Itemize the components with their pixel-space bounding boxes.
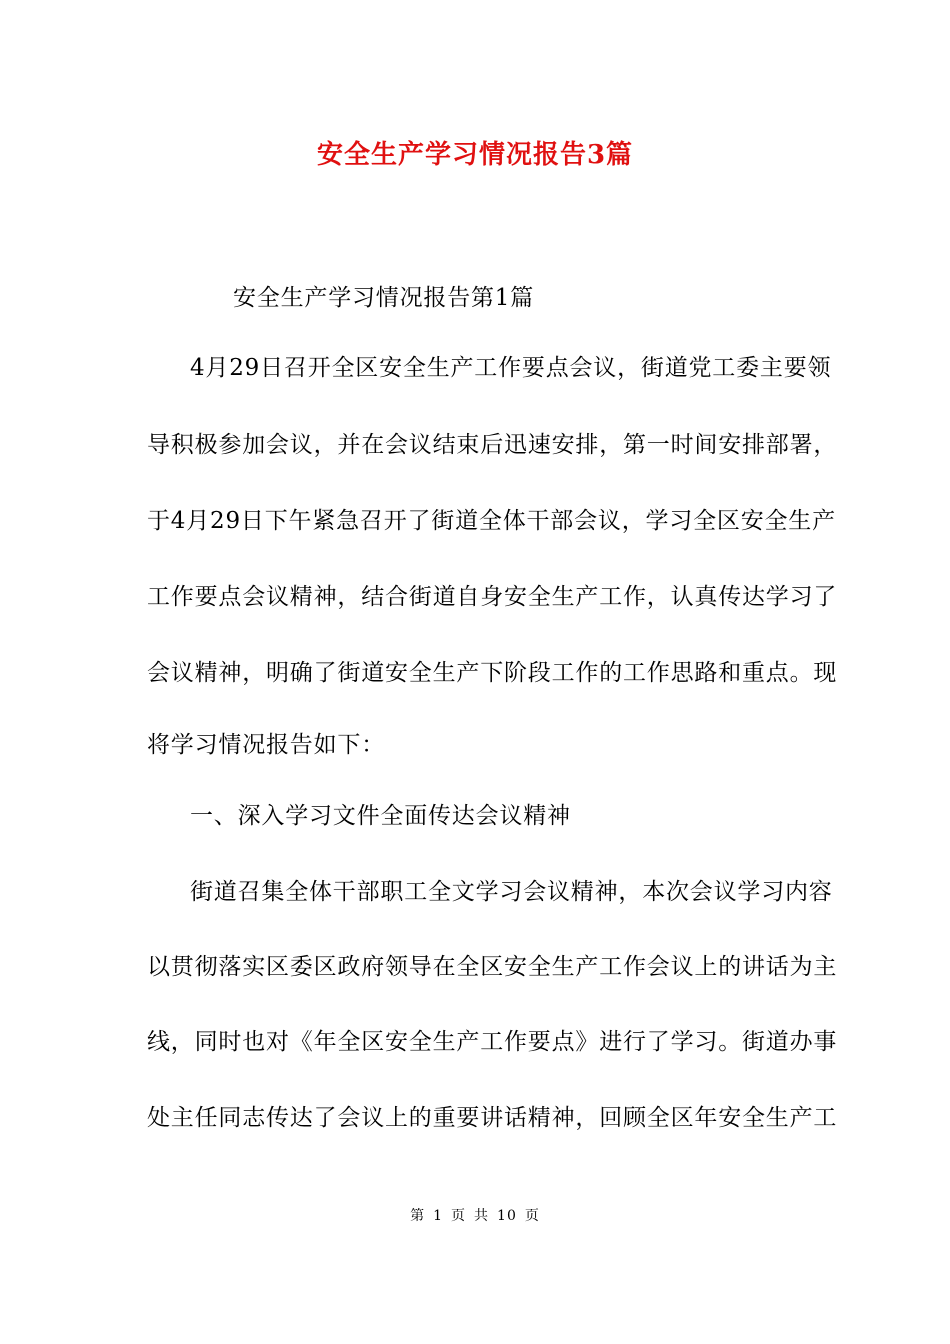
footer-prefix: 第 — [410, 1208, 426, 1224]
subheading-1: 一、深入学习文件全面传达会议精神 — [190, 803, 571, 829]
paragraph-line: 导积极参加会议，并在会议结束后迅速安排，第一时间安排部署， — [147, 432, 838, 458]
paragraph-line: 以贯彻落实区委区政府领导在全区安全生产工作会议上的讲话为主 — [147, 954, 838, 980]
footer-total-pages: 10 — [497, 1208, 517, 1224]
page-footer — [0, 1206, 950, 1226]
footer-current-page: 1 — [433, 1208, 444, 1224]
section-heading-1: 安全生产学习情况报告第1篇 — [233, 285, 535, 311]
footer-page-word: 页 — [451, 1208, 467, 1224]
paragraph-line: 会议精神，明确了街道安全生产下阶段工作的工作思路和重点。现 — [147, 660, 838, 686]
paragraph-line: 工作要点会议精神，结合街道自身安全生产工作，认真传达学习了 — [147, 584, 838, 610]
paragraph-line: 街道召集全体干部职工全文学习会议精神，本次会议学习内容 — [190, 879, 833, 905]
footer-suffix: 页 — [524, 1208, 540, 1224]
paragraph-line: 处主任同志传达了会议上的重要讲话精神，回顾全区年安全生产工 — [147, 1105, 838, 1131]
footer-total-word: 共 — [474, 1208, 490, 1224]
paragraph-line: 将学习情况报告如下： — [147, 732, 385, 758]
paragraph-line: 于4月29日下午紧急召开了街道全体干部会议，学习全区安全生产 — [147, 508, 836, 534]
document-title: 安全生产学习情况报告3篇 — [316, 140, 634, 170]
paragraph-line: 4月29日召开全区安全生产工作要点会议，街道党工委主要领 — [190, 355, 832, 381]
paragraph-line: 线，同时也对《年全区安全生产工作要点》进行了学习。街道办事 — [147, 1029, 838, 1055]
